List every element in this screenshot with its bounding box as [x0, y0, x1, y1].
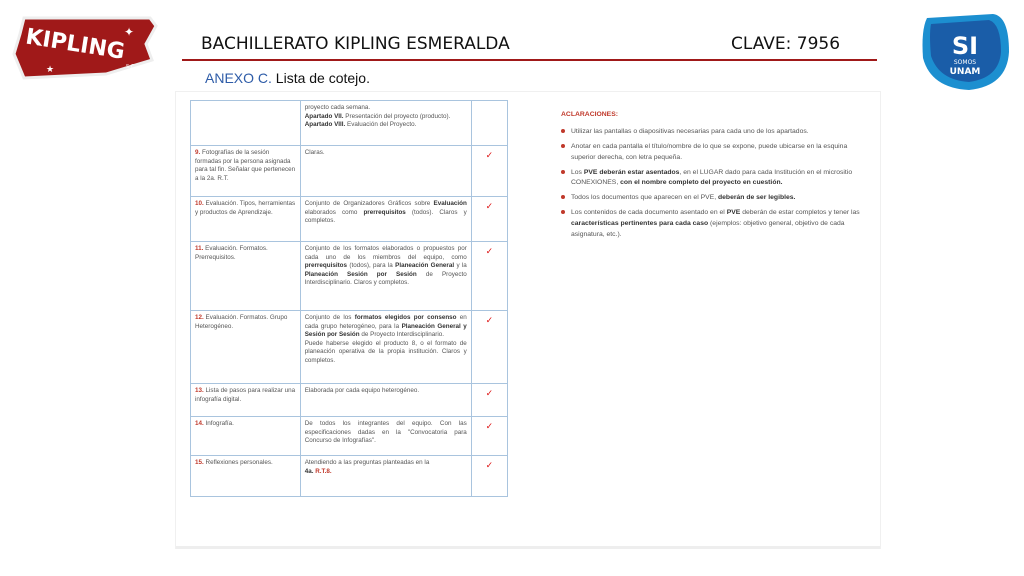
unam-logo-somos: SOMOS [953, 59, 977, 66]
unam-logo-big: SI [951, 32, 979, 60]
table-cell: De todos los integrantes del equipo. Con las especificaciones dadas en la "Convocatoria para Concurso de Infografías". [300, 417, 471, 456]
check-icon: ✓ [471, 146, 507, 197]
bullet-icon [561, 170, 565, 174]
annex-label: ANEXO C. [205, 70, 272, 86]
table-row [191, 417, 508, 456]
table-cell [191, 101, 301, 146]
table-row [191, 146, 508, 197]
table-cell: 14. Infografía. [191, 417, 301, 456]
unam-logo-unam: UNAM [949, 67, 981, 77]
table-row [191, 242, 508, 311]
check-icon: ✓ [471, 242, 507, 311]
table-cell: proyecto cada semana. Apartado VII. Presentación del proyecto (producto). Apartado VIII. Evaluación del Proyecto. [300, 101, 471, 146]
bullet-icon [561, 129, 565, 133]
document-shadow [176, 546, 880, 549]
check-icon: ✓ [471, 384, 507, 417]
list-item: Anotar en cada pantalla el título/nombre de lo que se expone, puede ubicarse en la esquina superior derecha, con letra pequeña. [561, 142, 861, 164]
table-row [191, 101, 508, 146]
aclaraciones-panel [561, 110, 861, 245]
table-cell: Conjunto de los formatos elegidos por consenso en cada grupo heterogéneo, para la Planeación General y Sesión por Sesión de Proyecto Interdisciplinario. Puede haberse elegido el producto 8, o el formato de planeación operativa de la propia institución. Claros y completos. [300, 311, 471, 384]
table-cell: 13. Lista de pasos para realizar una infografía digital. [191, 384, 301, 417]
list-item: Los PVE deberán estar asentados, en el LUGAR dado para cada Institución en el micrositio CONEXIONES, con el nombre completo del proyecto en cuestión. [561, 168, 861, 190]
annex-title: Lista de cotejo. [275, 70, 370, 86]
star-icon: ★ [46, 65, 55, 75]
table-cell: Conjunto de Organizadores Gráficos sobre Evaluación elaborados como prerrequisitos (todos). Claros y completos. [300, 197, 471, 242]
table-cell: Elaborada por cada equipo heterogéneo. [300, 384, 471, 417]
table-row [191, 311, 508, 384]
si-somos-unam-logo [919, 12, 1011, 92]
table-cell: 11. Evaluación. Formatos. Prerrequisitos. [191, 242, 301, 311]
table-cell: 12. Evaluación. Formatos. Grupo Heterogéneo. [191, 311, 301, 384]
list-item: Los contenidos de cada documento asentado en el PVE deberán de estar completos y tener las características pertinentes para cada caso (ejemplos: objetivo general, objetivo de cada asignatura, etc.). [561, 208, 861, 241]
school-code: CLAVE: 7956 [731, 34, 841, 54]
table-cell: 15. Reflexiones personales. [191, 456, 301, 497]
table-cell: 10. Evaluación. Tipos, herramientas y productos de Aprendizaje. [191, 197, 301, 242]
check-icon: ✓ [471, 311, 507, 384]
table-cell: Atendiendo a las preguntas planteadas en la 4a. R.T.8. [300, 456, 471, 497]
header-divider [182, 59, 877, 61]
checklist-table [190, 100, 508, 497]
bullet-icon [561, 144, 565, 148]
kipling-logo [10, 14, 160, 82]
bullet-icon [561, 195, 565, 199]
bullet-icon [561, 210, 565, 214]
table-cell [471, 101, 507, 146]
table-cell: Conjunto de los formatos elaborados o propuestos por cada uno de los miembros del equipo, como prerrequisitos (todos), para la Planeación General y la Planeación Sesión por Sesión de Proyecto Interdisciplinario. Claros y completos. [300, 242, 471, 311]
check-icon: ✓ [471, 417, 507, 456]
kipling-logo-text: KIPLING [23, 24, 127, 65]
check-icon: ✓ [471, 197, 507, 242]
list-item: Utilizar las pantallas o diapositivas necesarias para cada uno de los apartados. [561, 127, 861, 138]
kipling-logo-small: S.C. [126, 64, 136, 70]
table-row [191, 456, 508, 497]
aclaraciones-title: ACLARACIONES: [561, 111, 619, 118]
table-cell: Claras. [300, 146, 471, 197]
table-cell: 9. Fotografías de la sesión formadas por la persona asignada para tal fin. Señalar que pertenecen a la 2a. R.T. [191, 146, 301, 197]
school-title: BACHILLERATO KIPLING ESMERALDA [201, 34, 510, 54]
list-item: Todos los documentos que aparecen en el PVE, deberán de ser legibles. [561, 193, 861, 204]
page-subtitle [205, 70, 370, 86]
table-row [191, 197, 508, 242]
check-icon: ✓ [471, 456, 507, 497]
table-row [191, 384, 508, 417]
star-icon: ✦ [124, 25, 135, 39]
